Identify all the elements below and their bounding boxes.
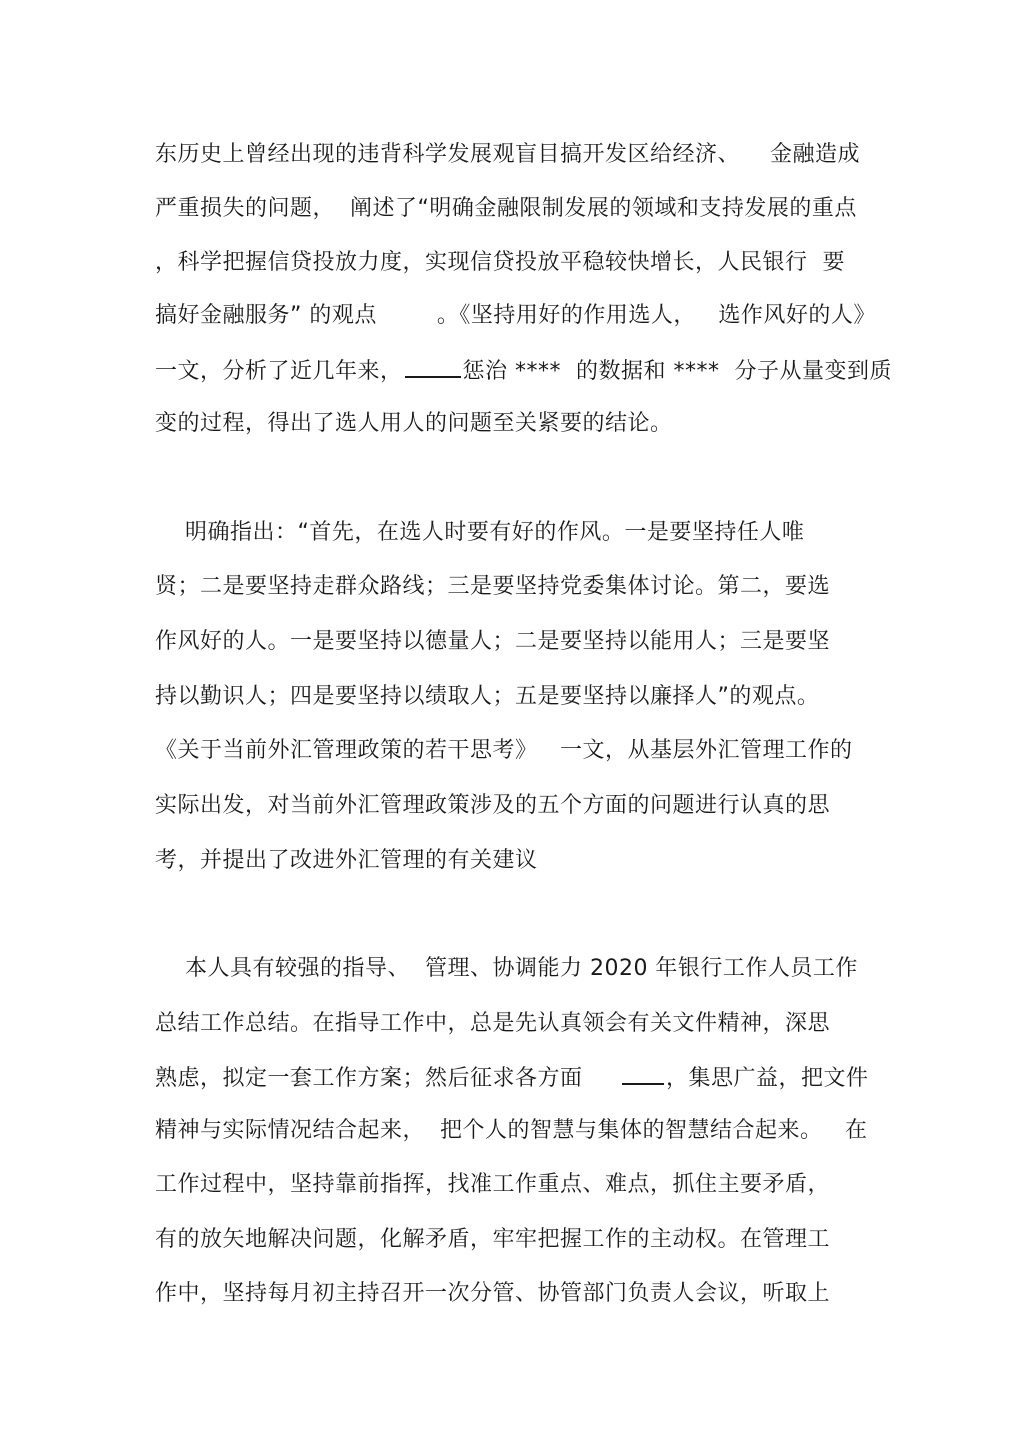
- text-line: 作风好的人。一是要坚持以德量人；二是要坚持以能用人；三是要坚: [155, 629, 831, 654]
- text-line: [155, 1063, 868, 1093]
- text-line: 工作过程中，坚持靠前指挥，找准工作重点、难点，抓住主要矛盾，: [155, 1172, 831, 1197]
- text-line: ，科学把握信贷投放力度，实现信贷投放平稳较快增长，人民银行 要: [155, 250, 845, 275]
- fill-in-blank: [622, 1063, 664, 1085]
- text-line: 精神与实际情况结合起来， 把个人的智慧与集体的智慧结合起来。 在: [155, 1118, 868, 1143]
- text-line: 明确指出：“首先，在选人时要有好的作风。一是要坚持任人唯: [155, 520, 805, 545]
- text-line: [155, 356, 892, 386]
- text-line: 考，并提出了改进外汇管理的有关建议: [155, 848, 538, 873]
- text-line: 实际出发，对当前外汇管理政策涉及的五个方面的问题进行认真的思: [155, 793, 831, 818]
- text-segment: ，集思广益，把文件: [665, 1066, 869, 1091]
- text-line: 贤；二是要坚持走群众路线；三是要坚持党委集体讨论。第二，要选: [155, 574, 831, 599]
- text-line: 总结工作总结。在指导工作中，总是先认真领会有关文件精神，深思: [155, 1011, 831, 1036]
- text-line: 变的过程，得出了选人用人的问题至关紧要的结论。: [155, 411, 673, 436]
- text-line: 有的放矢地解决问题，化解矛盾，牢牢把握工作的主动权。在管理工: [155, 1227, 831, 1252]
- text-line: 《关于当前外汇管理政策的若干思考》 一文，从基层外汇管理工作的: [155, 738, 853, 763]
- text-line: 严重损失的问题， 阐述了“明确金融限制发展的领域和支持发展的重点: [155, 196, 857, 221]
- text-line: 搞好金融服务” 的观点 。《坚持用好的作用选人， 选作风好的人》: [155, 303, 876, 328]
- text-segment: 一文，分析了近几年来，: [155, 359, 403, 384]
- fill-in-blank: [405, 356, 461, 378]
- text-line: 持以勤识人；四是要坚持以绩取人；五是要坚持以廉择人”的观点。: [155, 684, 820, 709]
- text-line: 作中，坚持每月初主持召开一次分管、协管部门负责人会议，听取上: [155, 1281, 831, 1306]
- text-segment: 惩治 **** 的数据和 **** 分子从量变到质: [462, 359, 892, 384]
- text-line: 本人具有较强的指导、 管理、协调能力 2020 年银行工作人员工作: [155, 956, 858, 981]
- text-segment: 熟虑，拟定一套工作方案；然后征求各方面: [155, 1066, 620, 1091]
- text-line: 东历史上曾经出现的违背科学发展观盲目搞开发区给经济、 金融造成: [155, 142, 860, 167]
